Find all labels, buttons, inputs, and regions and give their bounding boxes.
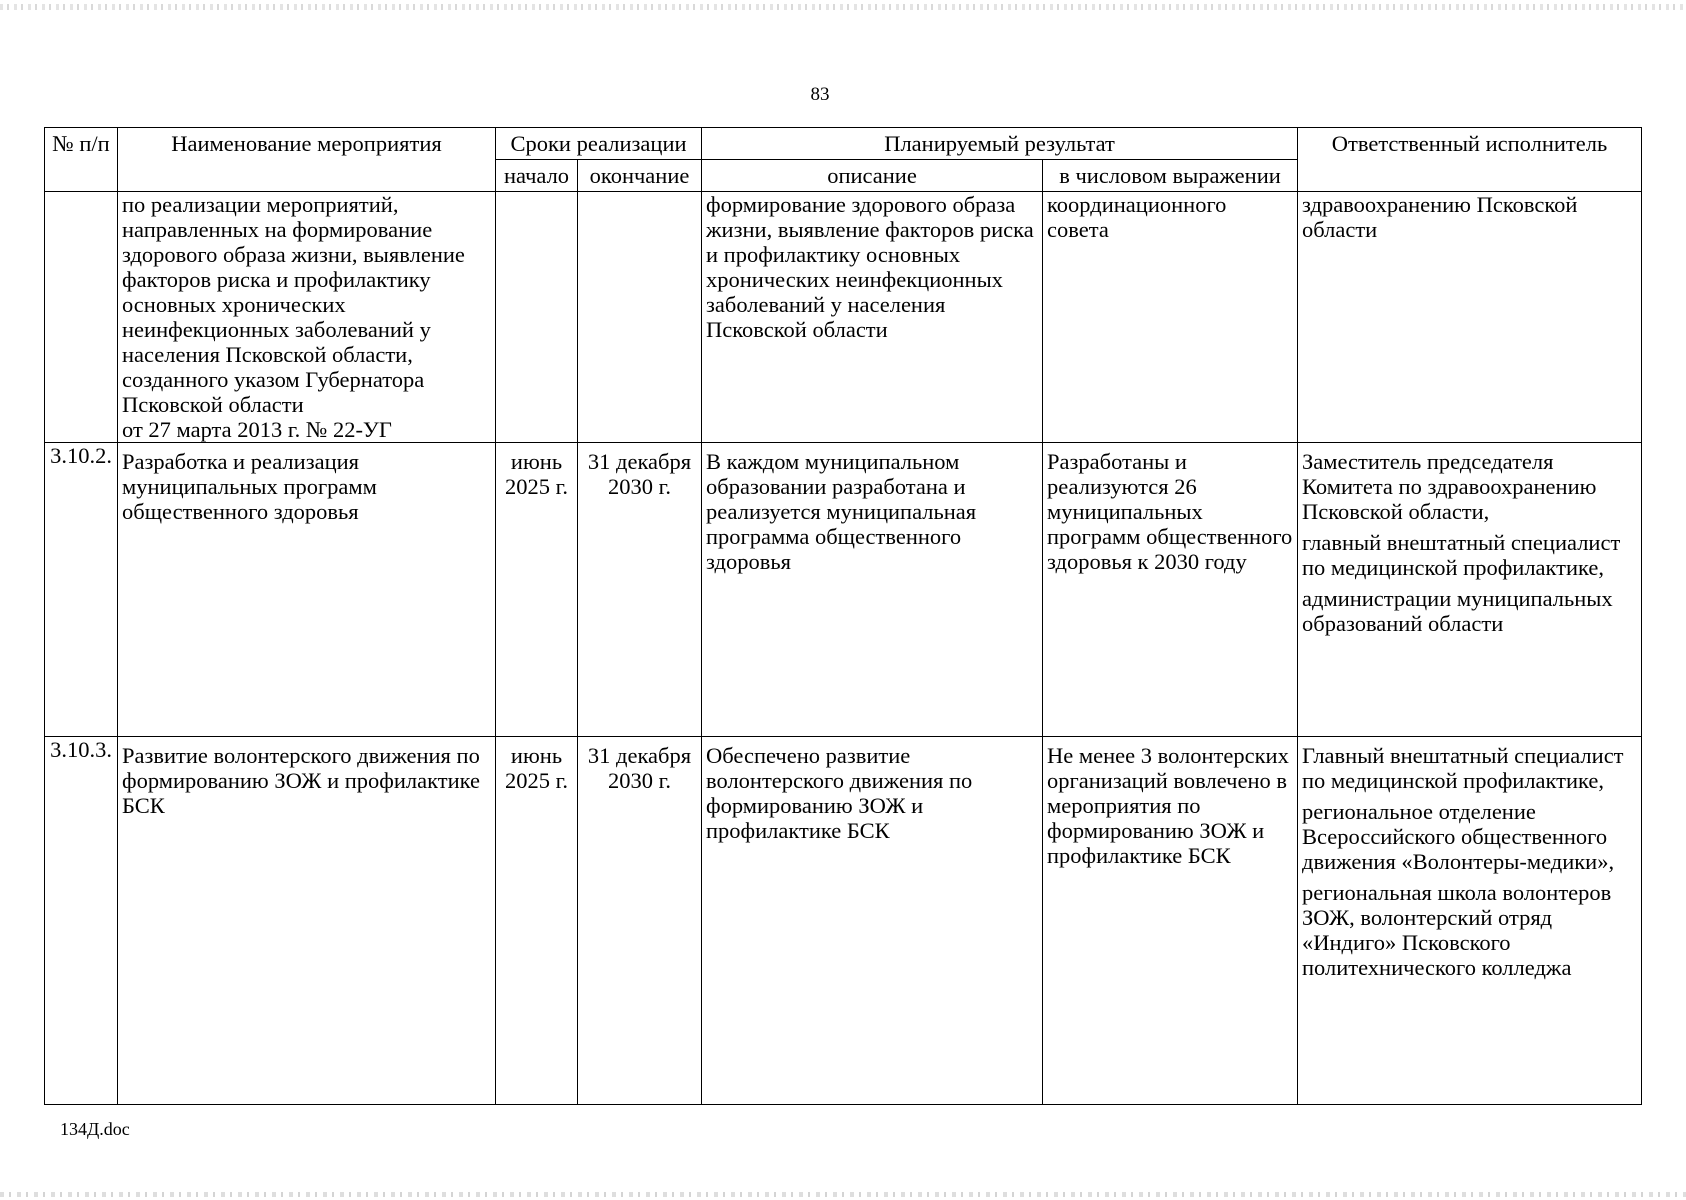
header-terms: Сроки реализации xyxy=(496,128,702,160)
header-result-numeric: в числовом выражении xyxy=(1043,160,1298,192)
row-number: 3.10.3. xyxy=(45,737,118,1105)
header-terms-end: окончание xyxy=(578,160,702,192)
activity-name: Развитие волонтерского движения по формированию ЗОЖ и профилактике БСК xyxy=(118,737,496,1105)
result-description: В каждом муниципальном образовании разработана и реализуется муниципальная программа общественного здоровья xyxy=(702,443,1043,737)
row-number: 3.10.2. xyxy=(45,443,118,737)
activities-table xyxy=(44,127,1642,1105)
row-number xyxy=(45,192,118,443)
end-date: 31 декабря 2030 г. xyxy=(578,443,702,737)
page-number: 83 xyxy=(810,84,830,105)
footer-file-name: 134Д.doc xyxy=(60,1119,130,1139)
result-numeric: Разработаны и реализуются 26 муниципальных программ общественного здоровья к 2030 году xyxy=(1043,443,1298,737)
activity-name: по реализации мероприятий, направленных на формирование здорового образа жизни, выявление факторов риска и профилактику основных хронических неинфекционных заболеваний у населения Псковской области, созданного указом Губернатора Псковской области от 27 марта 2013 г. № 22-УГ xyxy=(118,192,496,443)
start-date: июнь 2025 г. xyxy=(496,737,578,1105)
result-description: формирование здорового образа жизни, выявление факторов риска и профилактику основных хронических неинфекционных заболеваний у населения Псковской области xyxy=(702,192,1043,443)
header-num: № п/п xyxy=(45,128,118,192)
responsible-item: здравоохранению Псковской области xyxy=(1302,192,1578,242)
header-result: Планируемый результат xyxy=(702,128,1298,160)
start-date: июнь 2025 г. xyxy=(496,443,578,737)
scan-edge-bottom xyxy=(0,1192,1686,1197)
header-responsible: Ответственный исполнитель xyxy=(1298,128,1642,192)
result-description: Обеспечено развитие волонтерского движения по формированию ЗОЖ и профилактике БСК xyxy=(702,737,1043,1105)
responsible-item: региональная школа волонтеров ЗОЖ, волонтерский отряд «Индиго» Псковского политехнического колледжа xyxy=(1302,880,1612,980)
header-result-description: описание xyxy=(702,160,1043,192)
responsible-executor xyxy=(1298,737,1642,1105)
header-name: Наименование мероприятия xyxy=(118,128,496,192)
responsible-item: главный внештатный специалист по медицинской профилактике, xyxy=(1302,530,1621,580)
table-row xyxy=(45,737,1642,1105)
result-numeric: Не менее 3 волонтерских организаций вовлечено в мероприятия по формированию ЗОЖ и профилактике БСК xyxy=(1043,737,1298,1105)
table-row xyxy=(45,443,1642,737)
end-date xyxy=(578,192,702,443)
responsible-item: региональное отделение Всероссийского общественного движения «Волонтеры-медики», xyxy=(1302,799,1615,874)
result-numeric: координационного совета xyxy=(1043,192,1298,443)
responsible-item: Заместитель председателя Комитета по здравоохранению Псковской области, xyxy=(1302,449,1597,524)
responsible-executor xyxy=(1298,443,1642,737)
responsible-item: Главный внештатный специалист по медицинской профилактике, xyxy=(1302,743,1624,793)
scan-edge-top xyxy=(0,4,1686,10)
activity-name: Разработка и реализация муниципальных программ общественного здоровья xyxy=(118,443,496,737)
table-row xyxy=(45,192,1642,443)
responsible-item: администрации муниципальных образований области xyxy=(1302,586,1613,636)
responsible-executor xyxy=(1298,192,1642,443)
header-terms-start: начало xyxy=(496,160,578,192)
start-date xyxy=(496,192,578,443)
end-date: 31 декабря 2030 г. xyxy=(578,737,702,1105)
